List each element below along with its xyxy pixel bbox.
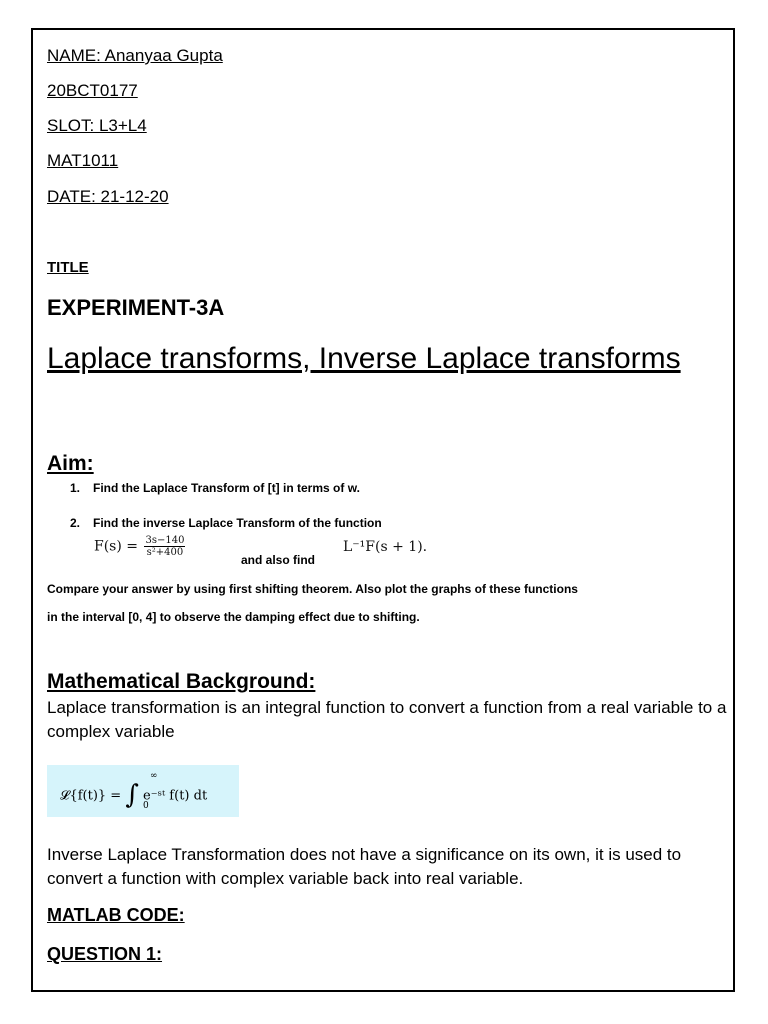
question-1-heading: QUESTION 1: <box>47 944 163 964</box>
also-find-text: and also find <box>241 553 316 567</box>
aim-heading: Aim: <box>47 452 94 475</box>
aim-item <box>70 516 382 530</box>
laplace-formula-integrand: e⁻ˢᵗ f(t) dt <box>143 788 208 804</box>
background-paragraph-2: Inverse Laplace Transformation does not have a significance on its own, it is used to convert a function with complex variable back into real variable. <box>47 845 682 888</box>
date: DATE: 21-12-20 <box>47 187 169 206</box>
matlab-code-heading: MATLAB CODE: <box>47 905 185 925</box>
document-title: Laplace transforms, Inverse Laplace transforms <box>47 342 681 375</box>
background-heading: Mathematical Background: <box>47 670 316 693</box>
integral-sign: ∫ <box>125 780 139 810</box>
formula-numerator: 3s−140 <box>145 535 185 546</box>
laplace-formula-expression <box>60 781 207 811</box>
background-paragraph-1: Laplace transformation is an integral function to convert a function from a real variable to a complex variable <box>47 698 727 741</box>
aim-item-text: Find the inverse Laplace Transform of the function <box>93 516 382 530</box>
transfer-function-formula <box>94 535 185 558</box>
aim-item <box>70 481 360 495</box>
registration-number: 20BCT0177 <box>47 81 138 100</box>
compare-text-line-1: Compare your answer by using first shifting theorem. Also plot the graphs of these functions <box>47 582 578 596</box>
laplace-definition-formula <box>47 765 239 817</box>
formula-denominator: s²+400 <box>146 547 184 558</box>
formula-fraction <box>144 535 185 558</box>
slot: SLOT: L3+L4 <box>47 116 147 135</box>
inverse-laplace-formula: L⁻¹F(s + 1). <box>343 539 428 555</box>
aim-item-number: 1. <box>70 481 81 495</box>
formula-lhs: F(s) = <box>94 538 139 555</box>
title-label: TITLE <box>47 259 89 276</box>
course-code: MAT1011 <box>47 151 119 170</box>
aim-item-text: Find the Laplace Transform of [t] in terms of w. <box>93 481 360 495</box>
integral-lower-limit: 0 <box>143 801 149 811</box>
laplace-formula-lhs: 𝓛{f(t)} = <box>60 788 122 804</box>
compare-text-line-2: in the interval [0, 4] to observe the damping effect due to shifting. <box>47 610 420 624</box>
student-name: NAME: Ananyaa Gupta <box>47 46 223 65</box>
integral-upper-limit: ∞ <box>150 771 158 781</box>
aim-item-number: 2. <box>70 516 81 530</box>
experiment-heading: EXPERIMENT-3A <box>47 295 225 320</box>
